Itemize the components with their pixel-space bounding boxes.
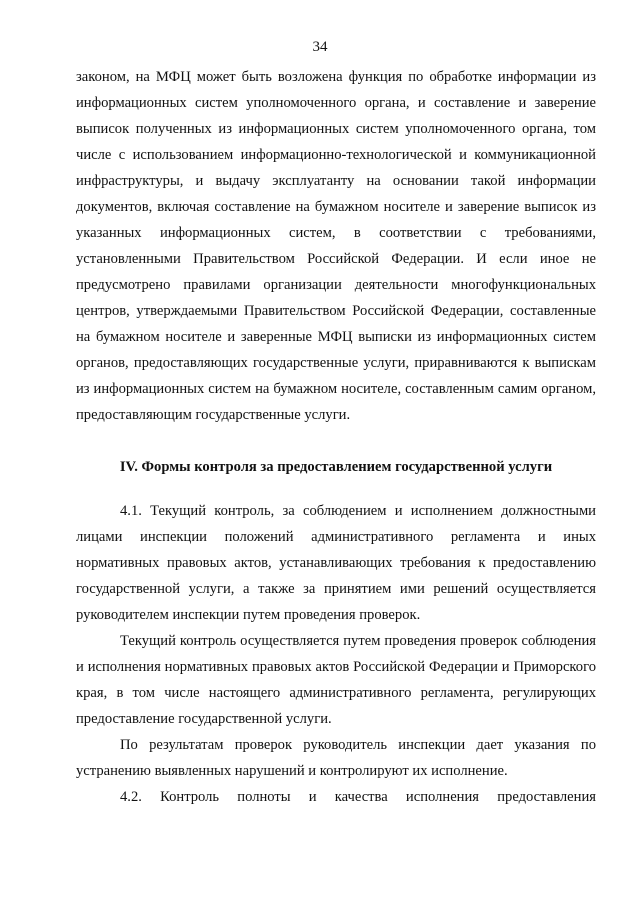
document-body <box>76 64 596 810</box>
paragraph-4-1: 4.1. Текущий контроль, за соблюдением и исполнением должностными лицами инспекции положений административного регламента и иных нормативных правовых актов, устанавливающих требования к предоставлению государственной услуги, а также за принятием ими решений осуществляется руководителем инспекции путем проведения проверок. <box>76 503 596 623</box>
page-number: 34 <box>312 39 328 55</box>
section-heading: IV. Формы контроля за предоставлением государственной услуги <box>119 459 553 475</box>
paragraph-continued: законом, на МФЦ может быть возложена функция по обработке информации из информационных систем уполномоченного органа, и составление и заверение выписок полученных из информационных систем уполномоченного органа, том числе с использованием информационно-технологической и коммуникационной инфраструктуры, и выдачу эксплуатанту на основании такой информации документов, включая составление на бумажном носителе и заверение выписок из указанных информационных систем, в соответствии с требованиями, установленными Правительством Российской Федерации. И если иное не предусмотрено правилами организации деятельности многофункциональных центров, утверждаемыми Правительством Российской Федерации, составленные на бумажном носителе и заверенные МФЦ выписки из информационных систем органов, предоставляющих государственные услуги, приравниваются к выпискам из информационных систем на бумажном носителе, составленным самим органом, предоставляющим государственные услуги. <box>76 69 596 423</box>
paragraph-4-2: 4.2. Контроль полноты и качества исполнения предоставления <box>120 789 596 805</box>
paragraph-results: По результатам проверок руководитель инспекции дает указания по устранению выявленных нарушений и контролируют их исполнение. <box>76 737 596 779</box>
paragraph-current-control: Текущий контроль осуществляется путем проведения проверок соблюдения и исполнения нормативных правовых актов Российской Федерации и Приморского края, в том числе настоящего административного регламента, регулирующих предоставление государственной услуги. <box>76 633 596 727</box>
